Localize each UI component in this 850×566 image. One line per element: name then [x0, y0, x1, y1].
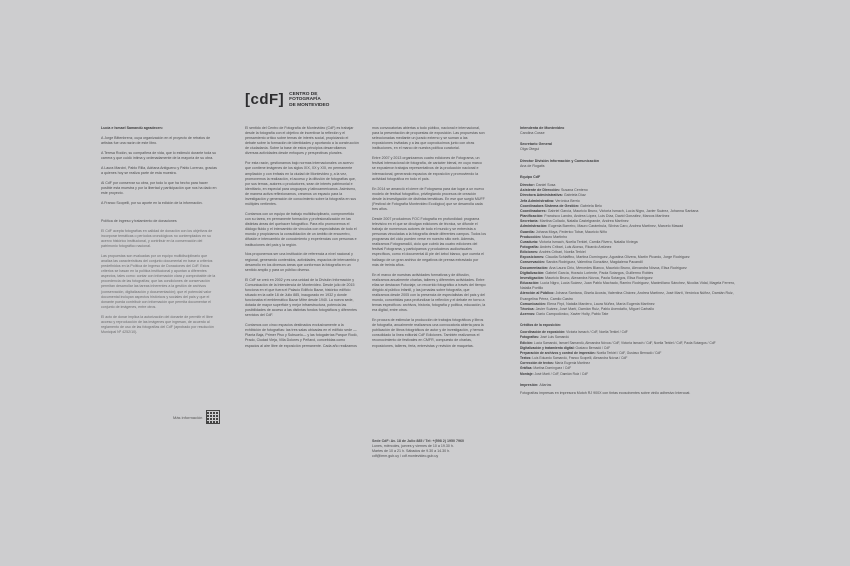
credits-title: Créditos de la exposición: [520, 323, 562, 328]
credit-role: Acervos: [520, 312, 537, 316]
about-paragraph: En 2014 se amanció el cierre de Fotograma para dar lugar a un nuevo modelo de festival fotográfico, privilegiando procesos de creación desde la investigación de distintas temáticas. En ese que surgió MUFF (Festival de Fotografía Montevideo Ecológico) que se desarrolla cada tres años. [372, 186, 485, 211]
authority-block [520, 126, 740, 136]
about-paragraph: Contamos con un equipo de trabajo multidisciplinario, comprometido con su tarea, en permanente formación y profesionalización en las distintas áreas del quehacer fotográfico. Para ello promovemos el diálogo fluido y el intercambio de vínculos con especialistas de todo el mundo y propiciamos la consolidación de un ámbito de encuentro, difusión e intercambio de conocimiento y experiencias con personas e instituciones del país y la región. [245, 212, 357, 247]
credit-role: Técnica: [520, 306, 536, 311]
about-column-2 [372, 126, 486, 353]
about-paragraph: Por esta razón, gestionamos bajo normas internacionales un acervo que contiene imágenes de los siglos XIX, XX y XXI, en permanente ampliación y con énfasis en la ciudad de Montevideo y, a la vez, promovemos la realización, el acceso y la difusión de fotografías que, por sus temas, autores o productores, sean de interés patrimonial e identitario, en especial para uruguayos y latinoamericanos. Asimismo, de manera activa reflexionamos, creamos un espacio para la investigación y generación de conocimiento sobre la fotografía en sus múltiples vertientes. [245, 161, 357, 207]
logo-line: CENTRO DE [289, 92, 318, 97]
credit-names: Victoria Ismach / CdF, Noelia Terkiel / CdF [566, 330, 628, 335]
print-value: Aliartas [539, 382, 552, 387]
credit-names: Eugenia Barreiro, Mauro Carámbula, Silvina Caro, Andrea Martínez, Marcelo Mawad [548, 224, 684, 229]
credit-role: Textos: [520, 356, 533, 361]
logo-line: FOTOGRAFÍA [289, 97, 321, 103]
credit-names: Victoria Ismach, Noelia Terkiel, Camila Rivero, Natalia Viviega [539, 239, 638, 244]
credit-role: Directora Administrativa: [520, 193, 564, 198]
cdf-logo-mark: [cdF] [245, 91, 285, 109]
credit-role: Exposiciones: [520, 255, 546, 260]
about-paragraph: En el marco de nuestras actividades formativas y de difusión, realizamos anualmente charlas, talleres y diferentes actividades. Entre ellas se destacan Fotoviaje, un recorrido fotográfico a través del tiempo dirigido al público infantil, y las jornadas sobre fotografía, que realizamos desde 2005 con la presencia de especialistas del país y del mundo, concebidas para profundizar la reflexión y el debate en torno a temas específicos: archivos, historia, fotografía y política, educación, la era digital, entre otros. [372, 272, 486, 313]
about-paragraph: Entre 2007 y 2013 organizamos cuatro ediciones de Fotograma, un festival internacional de fotografía, de carácter bienal, en cuyo marco se expusieron trabajos representativos de la producción nacional e internacional, generando espacios de exposición y promoviendo la actividad fotográfica en todo el país. [372, 156, 482, 181]
about-paragraph: El sentido del Centro de Fotografía de Montevideo (CdF) es trabajar desde la fotografía con el objetivo de incentivar la reflexión y el pensamiento crítico sobre temas de interés social, propiciando el debate sobre la formación de identidades y aportando a la construcción de ciudadanía. Sobre la base de estos principios desarrollamos diversas actividades desde enfoques y perspectivas plurales. [245, 126, 359, 156]
credit-names: Johana Santana, Gisela Acosta, Valentina Chávez, Andrea Martínez, José Martí, Verónica Núñez, Damián Ruiz, Evangelina Pérez, Camilo Castro [520, 291, 734, 301]
thanks-paragraph: Al CdF por conservar su obra, por todo lo que ha hecho para hacer posible esta muestra y por la libertad y participación que nos ha dado en este proyecto. [101, 180, 217, 196]
credit-role: Fotografía: [520, 244, 540, 249]
credit-names: Claudia Schiaffino, Martina Domínguez, Agustina Olivera, Martín Picardo, Jorge Rodríguez [545, 255, 690, 260]
credit-role: Curaduría: [520, 239, 540, 244]
credit-role: Digitalización: [520, 270, 546, 275]
credit-role: Coordinadora Sistema de Gestión: [520, 203, 581, 208]
credit-names: Johana Moya, Federico Tobar, Mauricio Niño [535, 229, 608, 234]
venue-line: Martes de 10 a 21 h. Sábados de 9.30 a 14.30 h. [372, 449, 451, 454]
credit-names: Gabriela Díaz [563, 193, 586, 198]
credit-row [520, 291, 740, 301]
about-paragraph: Contamos con cinco espacios destinados exclusivamente a la exhibición de fotografías: las tres salas ubicadas en el edificio sede —Planta Baja, Primer Piso y Subsuelo— y las fotogalerías Parque Rodó, Prado, Ciudad Vieja, Villa Dolores y Peñarol, concebidas como espacios al aire libre de exposición permanente. Cada año realizamos [245, 323, 358, 348]
credit-role: Ediciones: [520, 250, 540, 255]
credit-role: Conservación: [520, 260, 546, 265]
about-paragraph: mos convocatorias abiertas a todo público, nacional e internacional, para la presentación de propuestas de exposición. Las propuestas son seleccionadas mediante un jurado externo y se suman a las exposiciones invitadas y a las que coproducimos junto con otras instituciones, en el marco de nuestra política curatorial. [372, 126, 485, 151]
credit-names: Ana Laura Cirio, Mercedes Blanco, Mauricio Bruno, Alexandra Nóvoa, Elisa Rodríguez [549, 265, 687, 270]
about-paragraph: Desde 2007 producimos FOC Fotografía en profundidad: programa televisivo en el que se divulgan ediciones de técnica, se difunde el trabajo de numerosos autores de todo el mundo y se entrevista a personas vinculadas a la fotografía desde diferentes campos. Todos los programas del ciclo pueden verse en nuestro sitio web. Además, realizamos Fotograma64, ciclo que cubrió las cuatro ediciones del festival Fotograma, y participamos y producimos audiovisuales específicos, como el documental Al pie del árbol blanco, que cuenta el hallazgo de un gran archivo de negativos de prensa extraviado por más de treinta años. [372, 216, 487, 267]
credit-names: Mauro Martinho [541, 234, 568, 239]
credit-role: Fotografías: [520, 335, 540, 340]
credit-role: Guardia: [520, 229, 536, 234]
credit-names: Verónica Berrio [555, 198, 580, 203]
credit-role: Gráfica: [520, 366, 534, 371]
about-column-1 [245, 126, 359, 353]
credit-role: Coordinación de exposición: [520, 330, 567, 335]
credit-names: José Luis Samandú [539, 335, 569, 340]
about-paragraph: En procura de estimular la producción de trabajos fotográficos y libros de fotografía, anualmente realizamos una convocatoria abierta para la publicación de libros fotográficos de autor y de investigación, y hemos consolidado la línea editorial CdF Ediciones. También realizamos el reconocimiento de festivales en CMFR, compuesto de charlas, exposiciones, talleres, feria, entrevistas y revisión de maquetas. [372, 318, 484, 348]
credit-names: Luis Eduardo Samandú, Franco Scopelli, Alexandra Nóvoa / CdF [532, 356, 628, 361]
credit-role: Investigación: [520, 275, 546, 280]
credit-role: Comunicación: [520, 301, 547, 306]
venue-line: Sede CdF: Av. 18 de Julio 885 / Tel: +(598 2) 1950 7960 [372, 439, 464, 443]
credit-names: Gustavo Bernadó / CdF [575, 345, 611, 350]
policy-paragraph: El acto de donar implica la autorización del donante de permitir el libre acceso y reproducción de las imágenes que ingresan, de acuerdo al reglamento de uso de las fotografías del CdF (aprobado por resolución Municipal Nº 4252/10). [101, 314, 214, 334]
credit-names: Martina Collado, Natalia Castelgrande, Andrea Martínez [539, 219, 629, 224]
credit-role: Montaje: [520, 371, 535, 376]
credit-names: Gabriela Belo [580, 203, 602, 208]
credit-role: Director División Información y Comunicación [520, 158, 600, 163]
credit-names: Elena Firpi, Natalia Mardero, Laura Núñez, María Eugenia Martínez [546, 301, 655, 306]
venue-info [372, 439, 492, 459]
credit-role: Administración: [520, 224, 549, 229]
policy-body [101, 229, 219, 335]
credit-names: Gabriel García, Mauricio Bruno, Victoria Ismach, Lucía Nigro, Javier Suárez, Johanna Santana [547, 208, 699, 213]
thanks-paragraph: A Franco Scopelli, por su aporte en la edición de la información. [101, 200, 203, 205]
credit-role: Producción: [520, 234, 542, 239]
team-title: Equipo CdF [520, 174, 541, 179]
credit-row [520, 281, 740, 291]
credit-role: Educación: [520, 281, 541, 286]
credit-names: Olga Otegui [520, 147, 540, 152]
credit-role: Asistente de Dirección: [520, 188, 561, 193]
venue-line: Lunes, miércoles, jueves y viernes de 10 a 19.30 h. [372, 444, 454, 449]
cdf-logo-text [289, 92, 329, 108]
credit-names: Andrés Cribari, Luis Alonso, Ricardo Antúnez [539, 244, 612, 249]
credit-role: Planificación: [520, 214, 545, 219]
credit-role: Intendenta de Montevideo [520, 126, 565, 130]
thanks-column [101, 126, 219, 340]
credit-names: Andrés Cribari, Noelia Terkiel [539, 250, 586, 255]
credit-role: Preparación de archivos y control de impresión: [520, 350, 597, 355]
credit-role: Documentación: [520, 265, 550, 270]
credit-names: Noelia Terkiel / CdF, Gustavo Bernadó / CdF [596, 350, 662, 355]
cdf-logo [245, 92, 329, 108]
credit-names: Martina Domínguez / CdF [533, 366, 572, 371]
more-info[interactable] [173, 410, 220, 424]
credits-list [520, 330, 740, 376]
credit-role: Secretaría: [520, 219, 540, 224]
team-list [520, 183, 740, 317]
credit-role: Corrección de textos: [520, 361, 555, 366]
authority-block [520, 159, 740, 169]
thanks-paragraph: A Laura Marcini, Pablo Rilla, Adriana Antigueno y Pablo Lorenzo, gracias a quienes hoy se realiza parte de esta muestra. [101, 165, 217, 175]
credit-role: Director: [520, 183, 536, 188]
credit-role: Secretario General [520, 142, 552, 147]
about-paragraph: Nos proponemos ser una institución de referencia a nivel nacional y regional, generando contenidos, actividades, espacios de intercambio y desarrollo en los diversos áreas que conforman la fotografía en un sentido amplio y para un público diverso. [245, 252, 359, 272]
credit-names: Javier Suárez, José Martí, Damián Ruiz, Pablo Avendaño, Miguel Carballo [535, 306, 654, 311]
credit-role: Coordinadores: [520, 208, 548, 213]
qr-code-icon[interactable] [206, 410, 220, 424]
print-label: Impresión: [520, 382, 540, 387]
credit-role: Jefa Administrativa: [520, 198, 556, 203]
credit-names: María Eugenia Martínez [554, 361, 590, 366]
credit-names: Carolina Cosse [520, 131, 545, 136]
credit-names: Susana Centeno [560, 188, 588, 193]
credit-names: Francisco Landro, Andrea López, Luis Díaz, David González, Marcos Martínez [544, 214, 670, 219]
credits-column [520, 126, 740, 396]
credit-names: Lucía Samandú, Ismael Samandú, Alexandra Nóvoa / CdF, Victoria Ismach / CdF, Noelia Terkiel / CdF, Paola Sotargos / CdF [533, 340, 716, 345]
credit-names: José Martí / CdF, Damián Ruiz / CdF [534, 371, 589, 376]
authority-block [520, 142, 740, 152]
credit-role: Digitalización y tratamiento digital: [520, 345, 576, 350]
policy-title: Política de ingreso y tratamiento de donaciones [101, 218, 177, 223]
credit-names: Mauricio Bruno, Alexandra Nóvoa, Paola Sotargos, Elisa Rodríguez [545, 275, 653, 280]
policy-paragraph: Las propuestas son evaluadas por un equipo multidisciplinario que analiza las características del conjunto documental en base a criterios predefinidos en la Política de Ingreso de Donaciones del CdF. Estos criterios se basan en la política institucional y apuntan a diferentes aspectos, tales como: contar con información clara y comprobable de la procedencia de las fotografías; que las condiciones de conservación permitan desarrollar las tareas inherentes a la gestión de archivos (conservación, digitalización y documentación); que el potencial valor documental incluyan aspectos históricos y sociales del país y que el donante pueda contribuir con información que permita documentar el conjunto de imágenes, entre otros. [101, 253, 216, 309]
venue-line: cdf@imm.gub.uy / cdf.montevideo.gub.uy [372, 454, 439, 459]
credit-role: Edición: [520, 340, 534, 345]
credit-names: Gabriel García, Horacio Loriente, Paola Sotargos, Guillermo Robles [545, 270, 654, 275]
thanks-title: Lucía e Ismael Samandú agradecen: [101, 126, 163, 130]
thanks-paragraph: A Jorge Bittenbrenz, cuya organización en el proyecto de retratos de artistas fue una razón de este libro. [101, 135, 211, 145]
thanks-paragraph: A Teresa Rodón, su compañera de vida, que lo estimuló durante toda su carrera y que cuidó íntima y ordenadamente de la mayoría de su obra. [101, 150, 217, 160]
credit-names: Darío Campodónico, Xavier Holty, Pablo Tate [536, 312, 609, 316]
policy-paragraph: El CdF acepta fotografías en calidad de donación con los objetivos de incorporar temáticas o períodos cronológicos no contemplados en su acervo histórico institucional, y contribuir en la conservación del patrimonio fotográfico nacional. [101, 228, 213, 248]
credit-names: Daniel Sosa [535, 183, 556, 188]
credit-names: Ana de Rogatis [520, 163, 545, 168]
credit-role: Atención al Público: [520, 291, 556, 296]
more-info-label: Más información [173, 414, 203, 420]
credit-names: Sandra Rodríguez, Valentina González, Magdalena Pacandil [545, 260, 643, 265]
logo-line: DE MONTEVIDEO [289, 102, 330, 108]
credit-names: Lucía Nigro, Lucía Suárez, Juan Pablo Machado, Ramiro Rodríguez, Maximiliano Sánchez, Nicolás Vidal, Magela Ferrero, Natalia Portillo [520, 281, 736, 291]
about-paragraph: El CdF se creó en 2002 y es una unidad de la División Información y Comunicación de la Intendencia de Montevideo. Desde julio de 2015 funciona en el que fuera el Palacio Edificio Bazar, histórico edificio situado en la calle 18 de Julio 885, inaugurado en 1932 y donde funcionaba el emblemático Bazar Mitre desde 1940. La nueva sede, dotada de mayor superficie y mejor infraestructura, potencia las posibilidades de acceso a las distintas fondos fotográficos y diferentes servicios del CdF. [245, 277, 357, 318]
print-note: Fotografías impresas en impresora Mutoh RJ 900X con tintas ecosolventes sobre vinilo adhesivo Intercoat. [520, 390, 691, 395]
